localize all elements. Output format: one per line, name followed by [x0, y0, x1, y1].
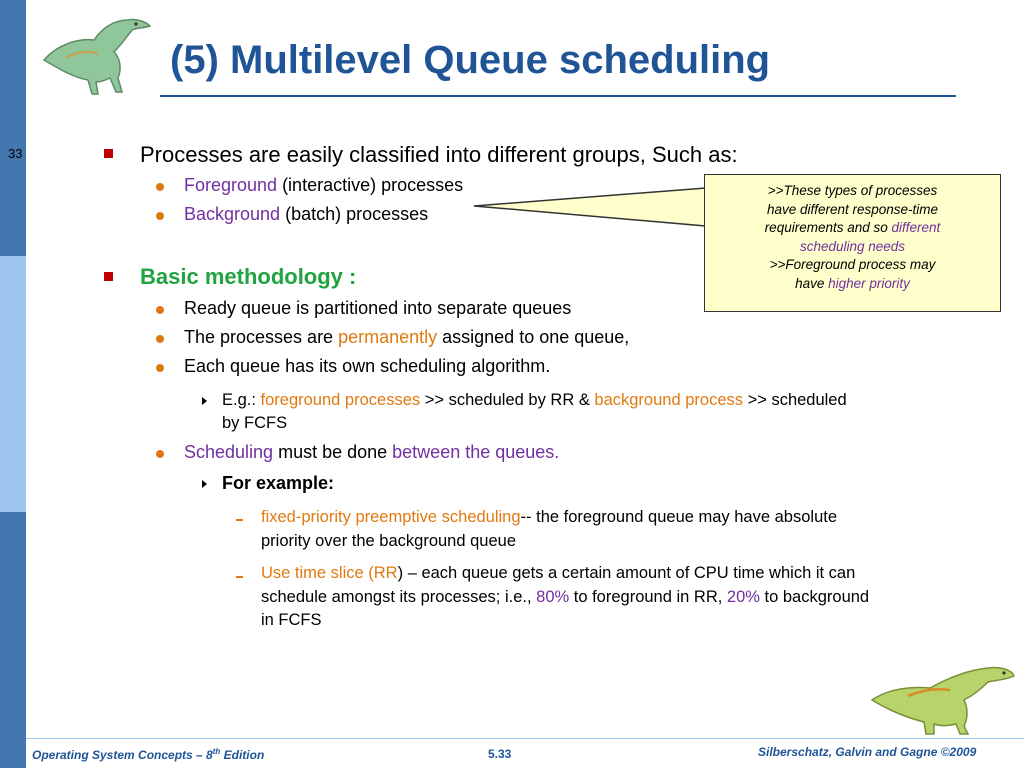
bullet-time-slice-end: in FCFS [261, 611, 322, 629]
dot-bullet-icon [156, 183, 164, 191]
title-divider [160, 95, 956, 97]
footer-book-title: Operating System Concepts – 8th Edition [32, 747, 265, 762]
triangle-bullet-icon [202, 480, 207, 488]
slide-title: (5) Multilevel Queue scheduling [170, 38, 771, 82]
callout-note [704, 174, 1001, 312]
dot-bullet-icon [156, 335, 164, 343]
square-bullet-icon [104, 272, 113, 281]
bullet-processes-classified: Processes are easily classified into different groups, Such as: [140, 142, 738, 167]
footer-divider [26, 738, 1024, 739]
dot-bullet-icon [156, 306, 164, 314]
bullet-scheduling-between-queues: Scheduling must be done between the queues. [184, 442, 560, 462]
callout-line: have higher priority [795, 275, 910, 291]
footer-page-number: 5.33 [488, 747, 512, 761]
slide-number: 33 [8, 146, 23, 161]
callout-line: requirements and so different [764, 220, 941, 235]
dot-bullet-icon [156, 212, 164, 220]
bullet-foreground: Foreground (interactive) processes [184, 175, 464, 195]
bullet-example-continued: by FCFS [222, 414, 288, 432]
dinosaur-footer-icon [868, 660, 1018, 736]
bullet-time-slice: Use time slice (RR) – each queue gets a certain amount of CPU time which it can [261, 564, 856, 582]
callout-line: >>Foreground process may [769, 257, 936, 272]
callout-line: have different response-time [766, 201, 939, 217]
callout-pointer [470, 186, 710, 232]
bullet-example-rr-fcfs: E.g.: foreground processes >> scheduled by RR & background process >> scheduled [222, 391, 847, 409]
bullet-fixed-priority-continued: priority over the background queue [261, 532, 516, 550]
dot-bullet-icon [156, 364, 164, 372]
bullet-basic-methodology: Basic methodology : [140, 264, 357, 289]
bullet-for-example: For example: [222, 473, 335, 493]
callout-line: >>These types of processes [767, 183, 938, 198]
bullet-time-slice-continued: schedule amongst its processes; i.e., 80% to foreground in RR, 20% to background [261, 588, 870, 606]
side-bar [0, 0, 26, 768]
dash-bullet-icon [236, 576, 243, 578]
dinosaur-logo-icon [36, 8, 158, 96]
bullet-fixed-priority: fixed-priority preemptive scheduling-- the foreground queue may have absolute [261, 508, 838, 526]
footer-authors: Silberschatz, Galvin and Gagne ©2009 [758, 745, 977, 759]
square-bullet-icon [104, 149, 113, 158]
callout-line: scheduling needs [799, 238, 906, 254]
dash-bullet-icon [236, 519, 243, 521]
triangle-bullet-icon [202, 397, 207, 405]
dot-bullet-icon [156, 450, 164, 458]
bullet-permanently-assigned: The processes are permanently assigned to one queue, [184, 327, 630, 347]
bullet-own-algorithm: Each queue has its own scheduling algorithm. [184, 356, 551, 376]
bullet-background: Background (batch) processes [184, 204, 429, 224]
bullet-ready-queue: Ready queue is partitioned into separate queues [184, 298, 572, 318]
